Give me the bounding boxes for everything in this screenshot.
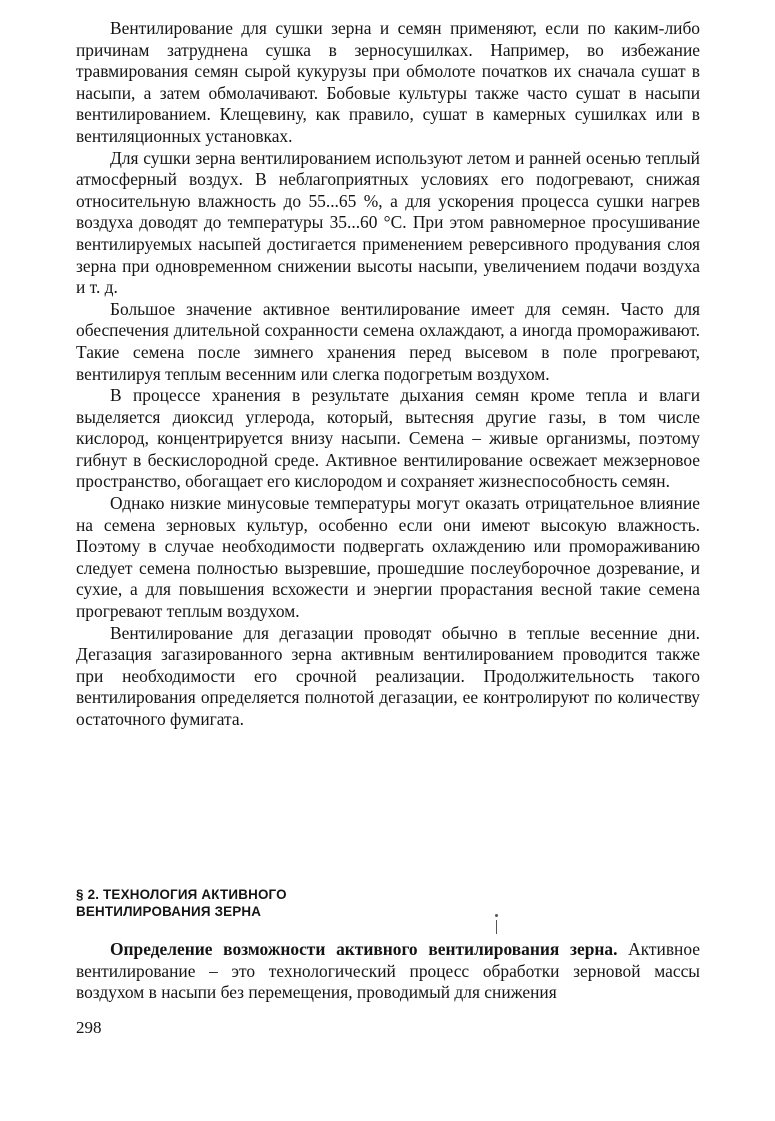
paragraph-active-ventilation-definition — [76, 939, 700, 1004]
paragraph-degassing: Вентилирование для дегазации проводят обычно в теплые весенние дни. Дегазация загазированного зерна активным вентилированием проводится также при необходимости его срочной реализации. Продолжительность такого вентилирования определяется полнотой дегазации, ее контролируют по количеству остаточного фумигата. — [76, 622, 700, 729]
final-paragraph-text: Активное вентилирование – это технологический процесс обработки зерновой массы воздухом в насыпи без перемещения, проводимый для снижения — [76, 939, 700, 1003]
section-heading-line1: § 2. ТЕХНОЛОГИЯ АКТИВНОГО — [76, 887, 287, 902]
paragraph-drying-grain: Вентилирование для сушки зерна и семян применяют, если по каким-либо причинам затруднена сушка в зерносушилках. Например, во избежание травмирования семян сырой кукурузы при обмолоте початков их сначала сушат в насыпи, а затем обмолачивают. Бобовые культуры также часто сушат в насыпи вентилированием. Клещевину, как правило, сушат в камерных сушилках или в вентиляционных установках. — [76, 18, 700, 146]
paragraph-warm-air-drying: Для сушки зерна вентилированием используют летом и ранней осенью теплый атмосферный воздух. В неблагоприятных условиях его подогревают, снижая относительную влажность до 55...65 %, а для ускорения процесса сушки нагрев воздуха доводят до температуры 35...60 °С. При этом равномерное просушивание вентилируемых насыпей достигается применением реверсивного продувания слоя зерна при одновременном снижении высоты насыпи, увеличением подачи воздуха и т. д. — [76, 147, 700, 298]
body-text — [76, 18, 700, 731]
paragraph-seed-cooling: Большое значение активное вентилирование имеет для семян. Часто для обеспечения длительной сохранности семена охлаждают, а иногда промораживают. Такие семена после зимнего хранения перед высевом в поле прогревают, вентилируя теплым весенним или слегка подогретым воздухом. — [76, 298, 700, 384]
paragraph-low-temperatures: Однако низкие минусовые температуры могут оказать отрицательное влияние на семена зерновых культур, особенно если они имеют высокую влажность. Поэтому в случае необходимости подвергать охлаждению или промораживанию следует семена полностью вызревшие, прошедшие послеуборочное дозревание, и сухие, а для повышения всхожести и энергии прорастания весной такие семена прогревают теплым воздухом. — [76, 493, 700, 622]
scan-artifact-dot — [495, 914, 498, 917]
page-number: 298 — [76, 1018, 102, 1037]
section-heading-line2: ВЕНТИЛИРОВАНИЯ ЗЕРНА — [76, 904, 262, 919]
section-heading — [76, 886, 476, 920]
bold-lead-in: Определение возможности активного вентилирования зерна. — [110, 939, 618, 959]
scan-artifact-line — [496, 920, 497, 934]
paragraph-seed-respiration: В процессе хранения в результате дыхания семян кроме тепла и влаги выделяется диоксид углерода, который, вытесняя другие газы, в том числе кислород, концентрируется внизу насыпи. Семена – живые организмы, поэтому гибнут в бескислородной среде. Активное вентилирование освежает межзерновое пространство, обогащает его кислородом и сохраняет жизнеспособность семян. — [76, 385, 700, 492]
